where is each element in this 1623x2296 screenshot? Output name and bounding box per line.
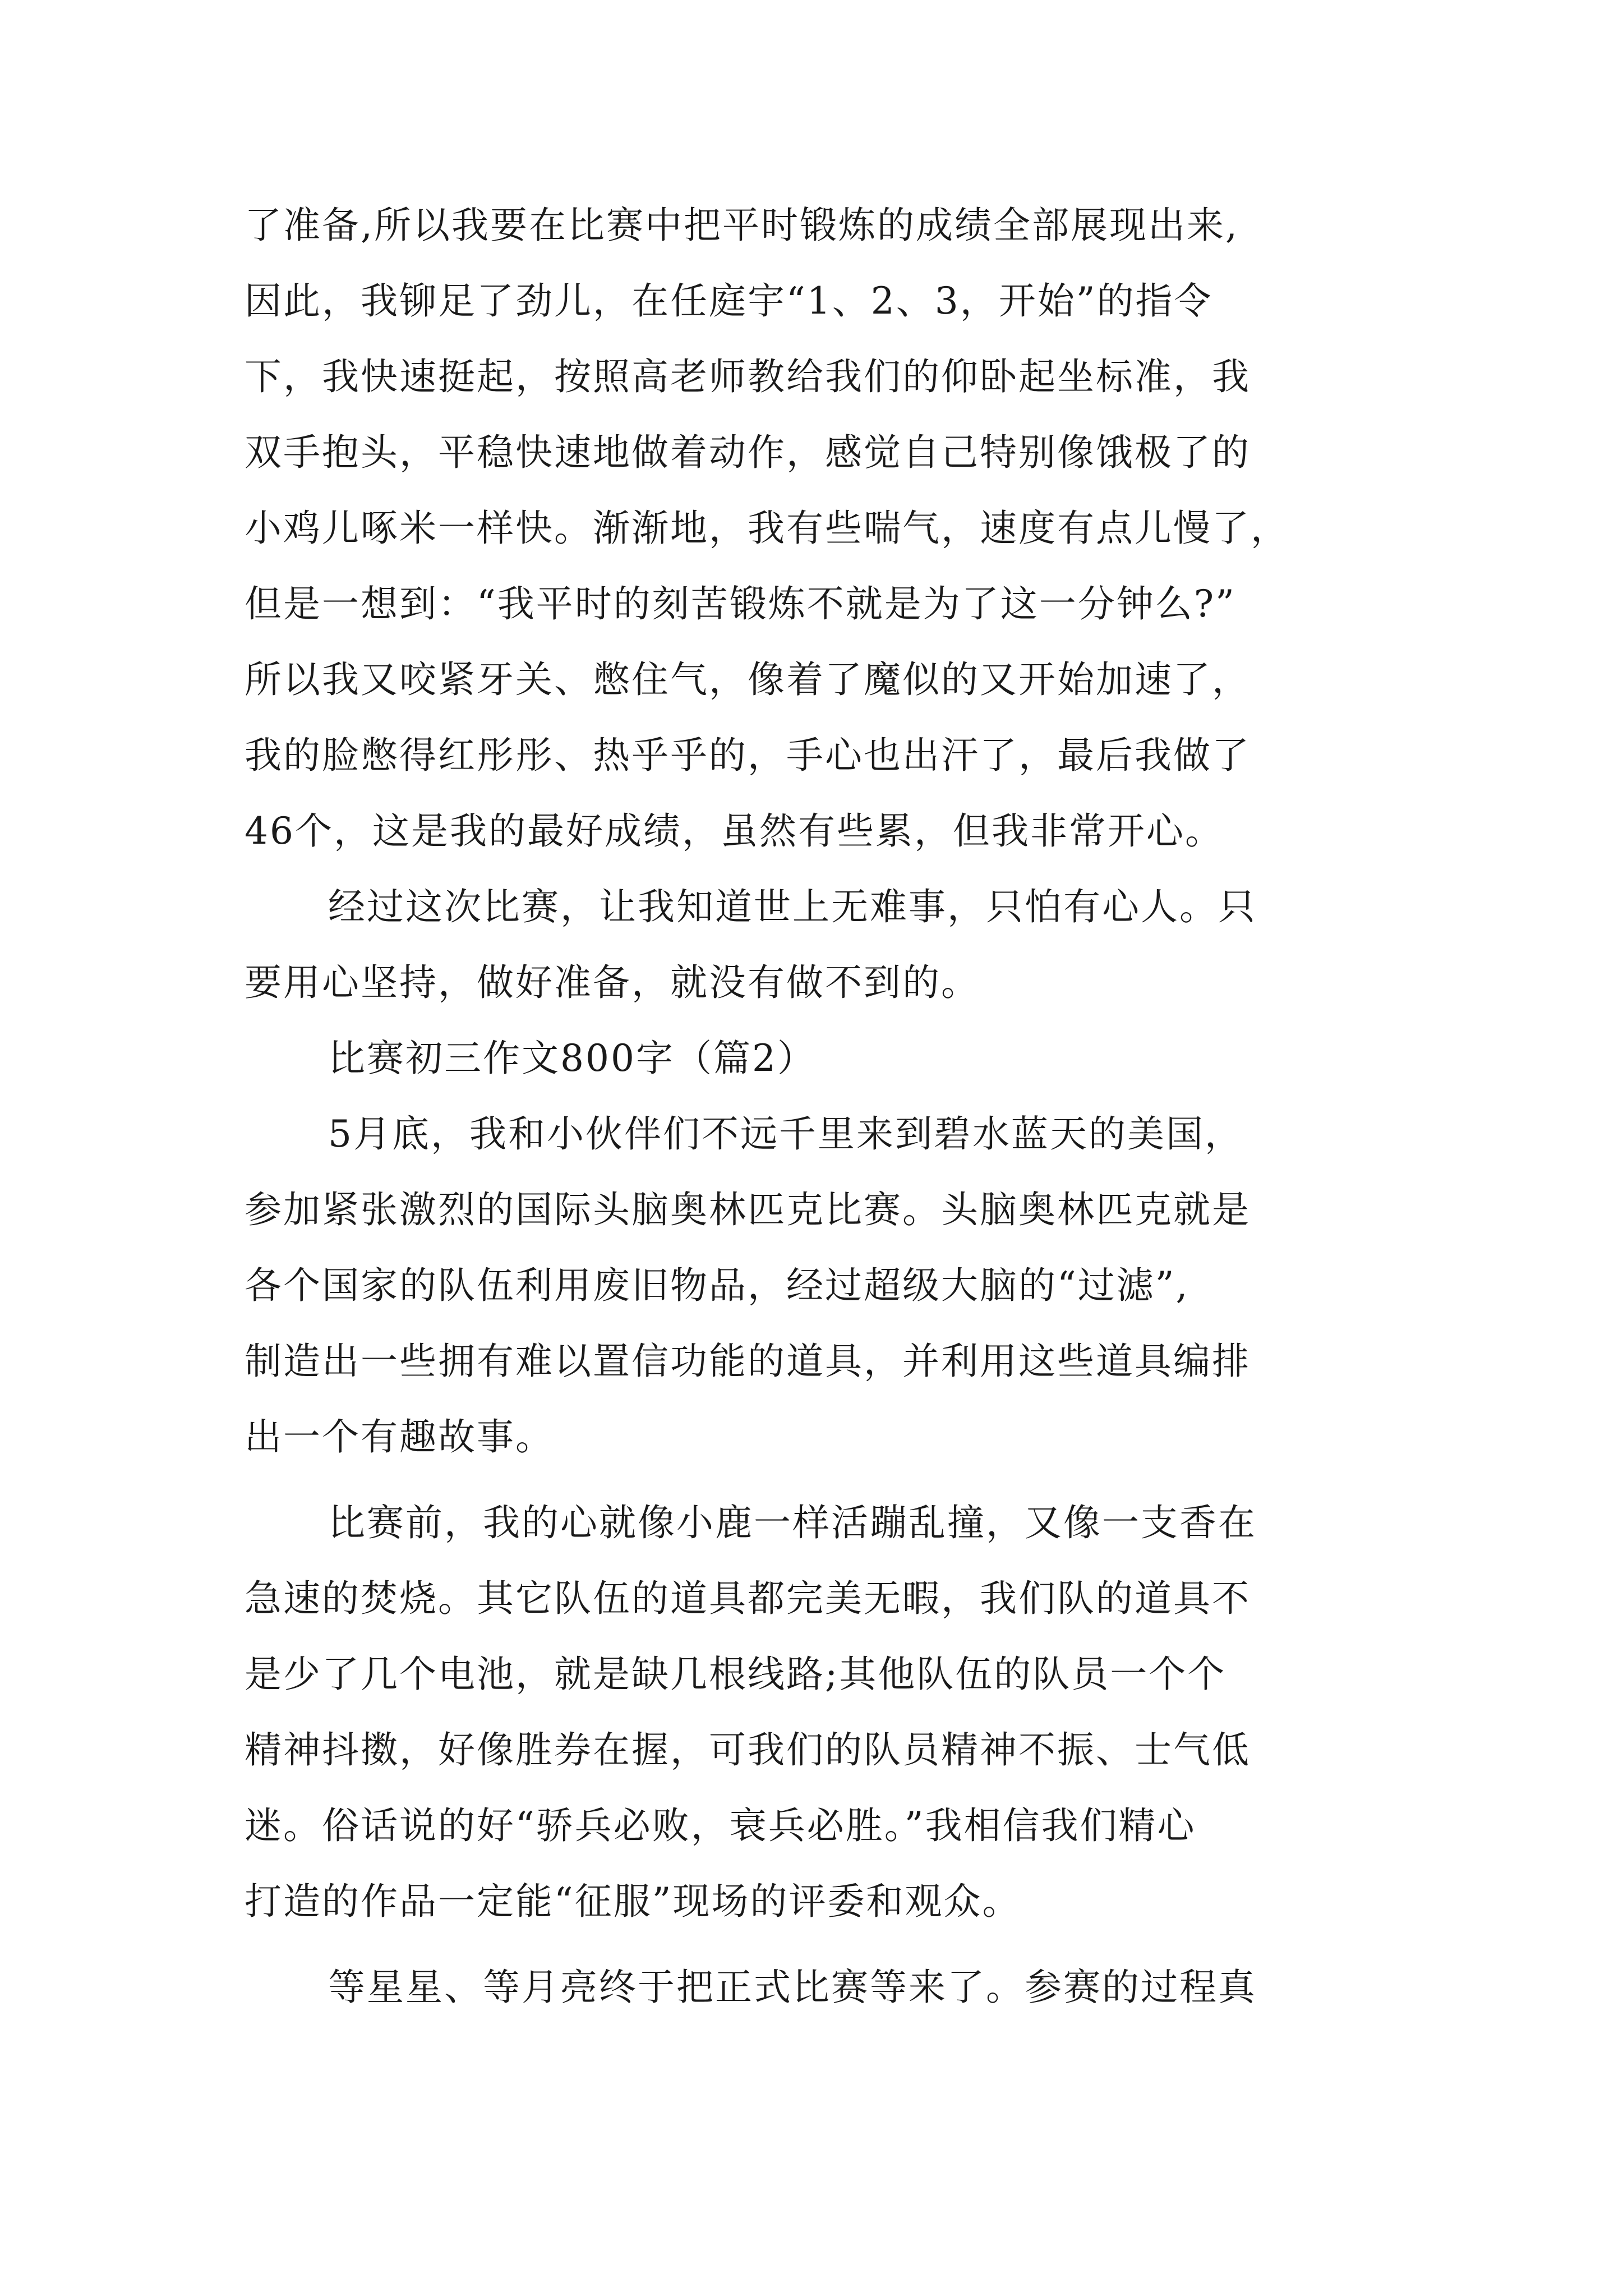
text-line: 双手抱头，平稳快速地做着动作，感觉自己特别像饿极了的 (245, 431, 1251, 474)
text-line: 46个，这是我的最好成绩，虽然有些累，但我非常开心。 (245, 809, 1224, 853)
text-line: 小鸡儿啄米一样快。渐渐地，我有些喘气，速度有点儿慢了， (245, 507, 1289, 550)
text-line: 所以我又咬紧牙关、憋住气，像着了魔似的又开始加速了， (245, 658, 1251, 701)
text-line: 是少了几个电池，就是缺几根线路;其他队伍的队员一个个 (245, 1653, 1227, 1696)
text-line: 制造出一些拥有难以置信功能的道具，并利用这些道具编排 (245, 1340, 1251, 1383)
text-line: 等星星、等月亮终于把正式比赛等来了。参赛的过程真 (328, 1966, 1257, 2009)
text-line: 要用心坚持，做好准备，就没有做不到的。 (245, 961, 980, 1004)
text-line: 出一个有趣故事。 (245, 1415, 554, 1458)
text-line: 打造的作品一定能“征服”现场的评委和观众。 (245, 1880, 1021, 1923)
text-line: 各个国家的队伍利用废旧物品，经过超级大脑的“过滤”, (245, 1264, 1189, 1307)
text-line: 比赛前，我的心就像小鹿一样活蹦乱撞，又像一支香在 (328, 1501, 1257, 1544)
text-line: 5月底，我和小伙伴们不远千里来到碧水蓝天的美国， (328, 1112, 1243, 1156)
text-line: 参加紧张激烈的国际头脑奥林匹克比赛。头脑奥林匹克就是 (245, 1188, 1251, 1231)
text-line: 经过这次比赛，让我知道世上无难事，只怕有心人。只 (328, 885, 1257, 928)
text-line: 了准备,所以我要在比赛中把平时锻炼的成绩全部展现出来, (245, 204, 1239, 247)
section-heading: 比赛初三作文800字（篇2） (328, 1037, 816, 1080)
text-line: 因此，我铆足了劲儿，在任庭宇“1、2、3，开始”的指令 (245, 279, 1213, 323)
text-line: 但是一想到：“我平时的刻苦锻炼不就是为了这一分钟么?” (245, 582, 1236, 625)
text-line: 迷。俗话说的好“骄兵必败，衰兵必胜。”我相信我们精心 (245, 1804, 1196, 1847)
text-line: 下，我快速挺起，按照高老师教给我们的仰卧起坐标准，我 (245, 355, 1251, 398)
text-line: 急速的焚烧。其它队伍的道具都完美无暇，我们队的道具不 (245, 1577, 1251, 1620)
text-line: 精神抖擞，好像胜券在握，可我们的队员精神不振、士气低 (245, 1728, 1251, 1772)
text-line: 我的脸憋得红彤彤、热乎乎的，手心也出汗了，最后我做了 (245, 734, 1251, 777)
